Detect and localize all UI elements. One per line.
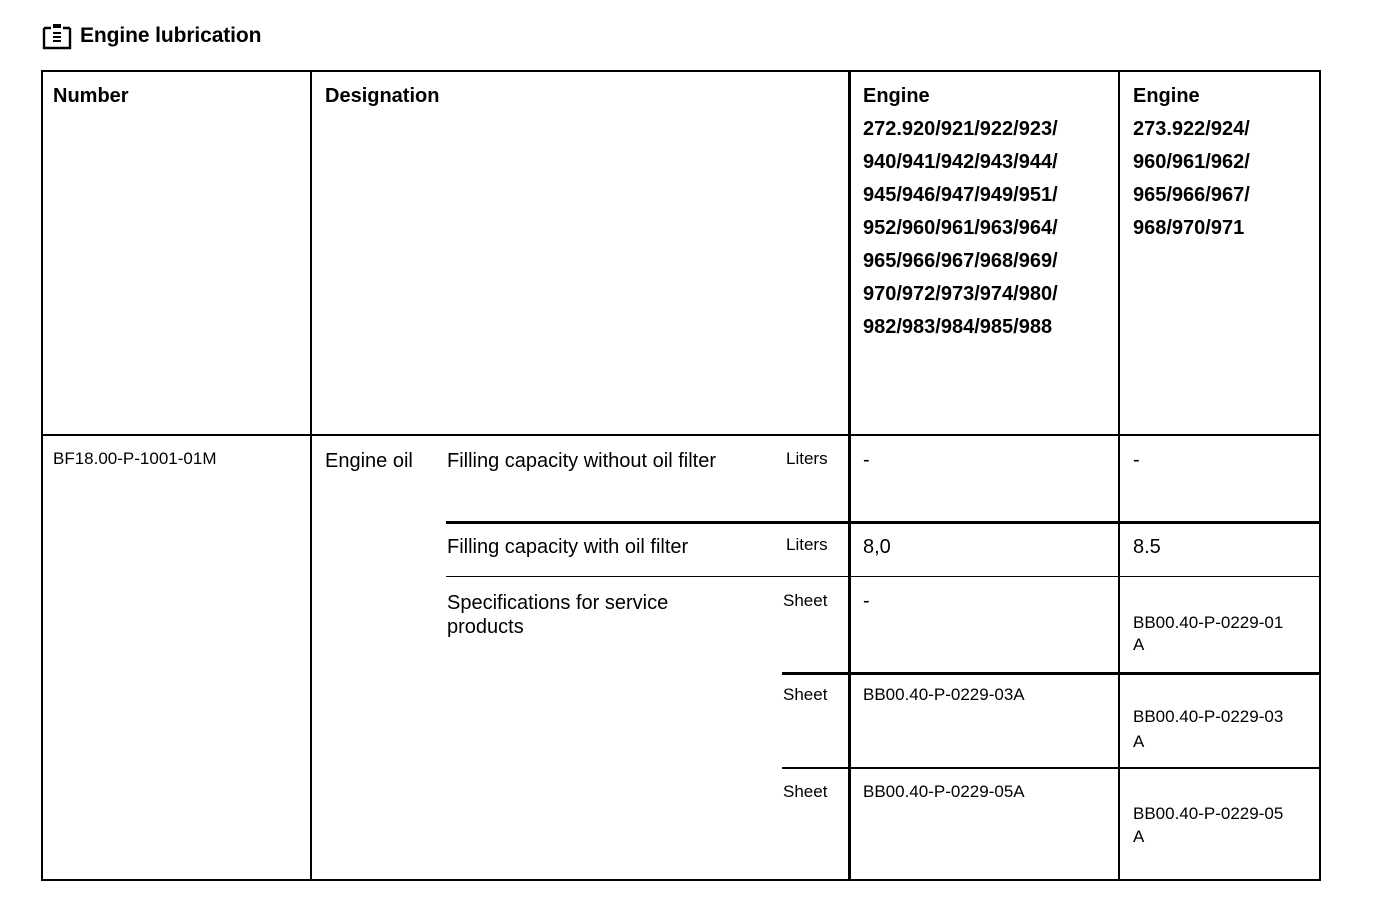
engine-2-sheet-ref: A [1133,635,1145,654]
engine-2-sheet-ref: BB00.40-P-0229-03 [1133,707,1284,726]
engine-2-label: Engine [1133,85,1200,107]
oil-service-manual-icon [42,22,72,50]
engine-1-sheet-ref: BB00.40-P-0229-05A [863,782,1025,801]
engine-1-models: 982/983/984/985/988 [863,316,1053,338]
engine-1-value: 8,0 [863,536,891,558]
engine-2-sheet-ref: BB00.40-P-0229-05 [1133,804,1284,823]
item-label: Filling capacity with oil filter [447,536,689,558]
item-unit: Sheet [783,782,828,801]
header-designation: Designation [325,85,440,107]
item-label: products [447,616,524,638]
row-divider [782,767,1321,769]
engine-1-models: 272.920/921/922/923/ [863,118,1058,140]
engine-2-sheet-ref: A [1133,732,1145,751]
engine-2-sheet-ref: A [1133,827,1145,846]
engine-2-value: - [1133,449,1140,471]
engine-2-models: 273.922/924/ [1133,118,1250,140]
section-heading [42,22,261,50]
row-divider [446,521,1321,524]
item-label: Filling capacity without oil filter [447,450,716,472]
column-divider [310,70,312,881]
header-divider [41,434,1321,436]
engine-1-models: 945/946/947/949/951/ [863,184,1058,206]
item-unit: Sheet [783,685,828,704]
engine-1-value: - [863,449,870,471]
engine-1-models: 940/941/942/943/944/ [863,151,1058,173]
engine-2-value: 8.5 [1133,536,1161,558]
column-divider [1118,70,1120,881]
engine-lubrication-table [41,70,1321,881]
header-engine-2 [1133,80,1250,245]
item-unit: Sheet [783,591,828,610]
column-divider [848,70,851,881]
header-number: Number [53,85,129,107]
engine-1-models: 952/960/961/963/964/ [863,217,1058,239]
engine-1-label: Engine [863,85,930,107]
engine-1-sheet-ref: BB00.40-P-0229-03A [863,685,1025,704]
section-title: Engine lubrication [80,24,262,47]
designation-engine-oil: Engine oil [325,450,413,472]
row-divider [446,576,1321,577]
engine-1-value: - [863,590,870,612]
engine-2-models: 960/961/962/ [1133,151,1250,173]
engine-2-models: 968/970/971 [1133,217,1245,239]
document-number: BF18.00-P-1001-01M [53,449,217,468]
row-divider [782,672,1321,675]
engine-2-sheet-ref: BB00.40-P-0229-01 [1133,613,1284,632]
engine-1-models: 965/966/967/968/969/ [863,250,1058,272]
engine-1-models: 970/972/973/974/980/ [863,283,1058,305]
item-label: Specifications for service [447,592,669,614]
engine-2-models: 965/966/967/ [1133,184,1250,206]
item-unit: Liters [786,449,828,468]
header-engine-1 [863,80,1058,344]
item-unit: Liters [786,535,828,554]
